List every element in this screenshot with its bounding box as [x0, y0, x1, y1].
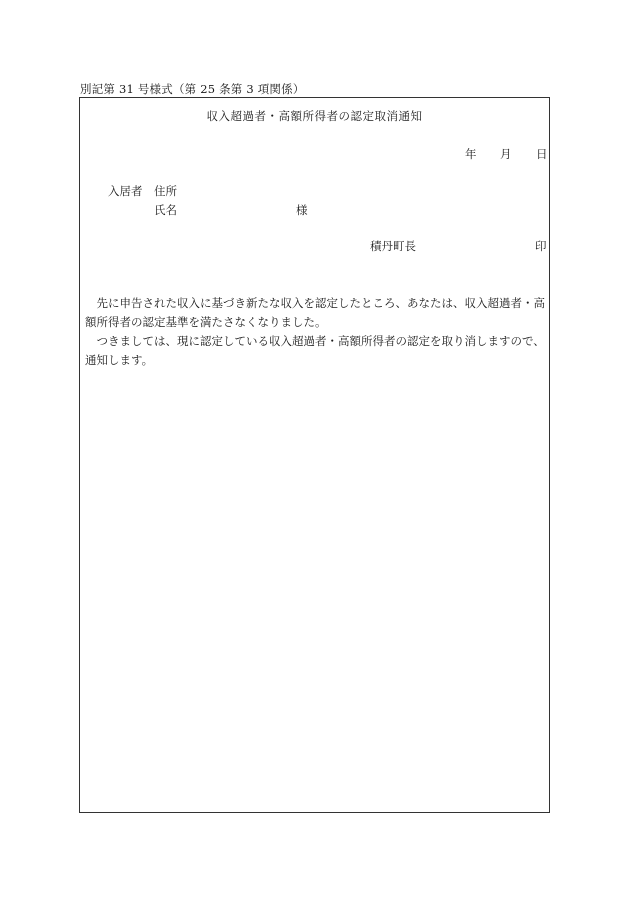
resident-label: 入居者	[108, 184, 143, 198]
date-month-label: 月	[500, 147, 512, 161]
honorific-label: 様	[296, 203, 308, 217]
document-title: 収入超過者・高額所得者の認定取消通知	[206, 109, 423, 123]
notice-body	[85, 294, 547, 370]
issuer-mayor: 積丹町長	[370, 239, 416, 253]
body-paragraph-2: つきましては、現に認定している収入超過者・高額所得者の認定を取り消しますので、通知します。	[85, 334, 545, 367]
body-paragraph-1: 先に申告された収入に基づき新たな収入を認定したところ、あなたは、収入超過者・高額所得者の認定基準を満たさなくなりました。	[85, 296, 545, 329]
address-label: 住所	[154, 184, 177, 198]
seal-mark: 印	[535, 239, 547, 253]
date-day-label: 日	[536, 147, 548, 161]
notice-document	[79, 97, 550, 813]
date-year-label: 年	[465, 147, 477, 161]
form-number-label: 別記第 31 号様式（第 25 条第 3 項関係）	[80, 82, 305, 96]
name-label: 氏名	[154, 203, 177, 217]
